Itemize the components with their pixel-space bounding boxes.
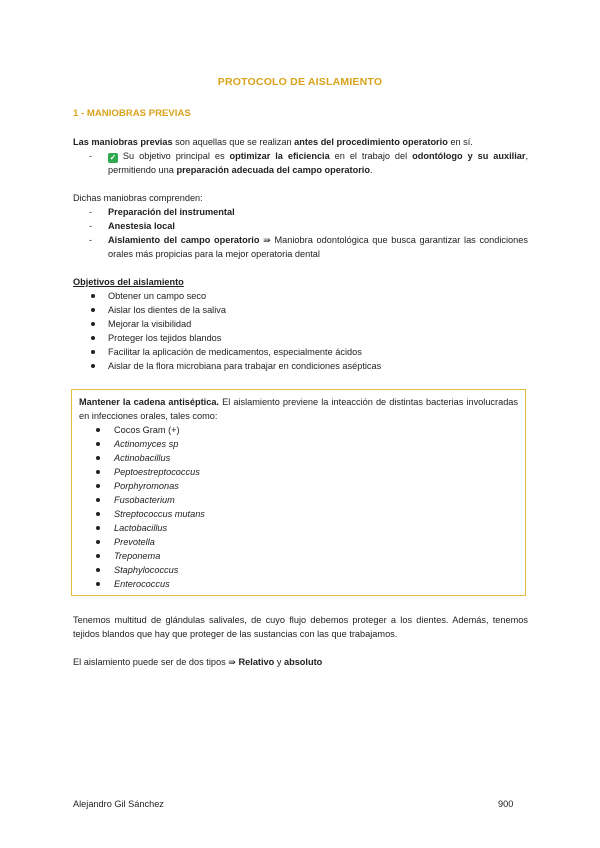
maniobras-term: Las maniobras previas xyxy=(73,137,173,147)
dash-marker: - xyxy=(89,235,93,245)
bacteria-item xyxy=(79,437,518,451)
intro-text-2: en sí. xyxy=(447,137,473,147)
bullet-icon xyxy=(96,582,100,586)
bullet-icon xyxy=(91,336,95,340)
bullet-icon xyxy=(91,308,95,312)
objective-bullet-item xyxy=(73,303,528,317)
maneuver-item xyxy=(73,205,528,219)
bacteria-name: Fusobacterium xyxy=(114,495,175,505)
bullet-icon xyxy=(96,512,100,516)
section-heading-maniobras: 1 - MANIOBRAS PREVIAS xyxy=(73,108,191,119)
bacteria-item xyxy=(79,493,518,507)
bullet-icon xyxy=(91,350,95,354)
box-intro-text: El aislamiento previene la inteacción de distintas bacterias involucradas en infecciones orales, tales como: xyxy=(79,397,519,421)
objective-bold-3: preparación adecuada del campo operatorio xyxy=(176,165,370,175)
objectives-list xyxy=(73,289,528,373)
bacteria-item xyxy=(79,479,518,493)
types-text-2: y xyxy=(274,657,284,667)
bacteria-name: Peptoestreptococcus xyxy=(114,467,200,477)
maneuver-label: Preparación del instrumental xyxy=(108,207,235,217)
objective-bullet-text: Facilitar la aplicación de medicamentos, especialmente ácidos xyxy=(108,347,362,357)
bullet-icon xyxy=(96,442,100,446)
check-mark-icon: ✓ xyxy=(109,153,117,162)
objective-bullet-text: Aislar de la flora microbiana para trabajar en condiciones asépticas xyxy=(108,361,382,371)
bullet-icon xyxy=(91,322,95,326)
bacteria-item xyxy=(79,577,518,591)
objective-bullet-text: Aislar los dientes de la saliva xyxy=(108,305,226,315)
bullet-icon xyxy=(96,484,100,488)
bacteria-name: Streptococcus mutans xyxy=(114,509,205,519)
objective-text-2: en el trabajo del xyxy=(329,151,413,161)
maneuver-detail: Maniobra odontológica que busca garantizar las condiciones orales más propicias para la mejor operatoria dental xyxy=(108,235,528,259)
objective-bold-2: odontólogo y su auxiliar xyxy=(412,151,526,161)
bacteria-item xyxy=(79,549,518,563)
objective-bold-1: optimizar la eficiencia xyxy=(229,151,330,161)
bacteria-list xyxy=(79,423,518,591)
comprise-intro: Dichas maniobras comprenden: xyxy=(73,193,203,203)
maneuver-item xyxy=(73,219,528,233)
objective-list xyxy=(73,149,528,177)
document-title: PROTOCOLO DE AISLAMIENTO xyxy=(217,76,383,88)
intro-bold-1: antes del procedimiento operatorio xyxy=(294,137,448,147)
dash-marker: - xyxy=(89,207,93,217)
bacteria-item xyxy=(79,521,518,535)
maniobras-intro-paragraph xyxy=(73,135,528,149)
maneuver-label: Anestesia local xyxy=(108,221,175,231)
bullet-icon xyxy=(96,470,100,474)
arrow-icon: ⇛ xyxy=(259,235,275,245)
isolation-types-paragraph xyxy=(73,655,528,669)
objective-bullet-item xyxy=(73,317,528,331)
objective-bullet-text: Obtener un campo seco xyxy=(108,291,207,301)
intro-text-1: son aquellas que se realizan xyxy=(172,137,295,147)
bacteria-name: Treponema xyxy=(114,551,161,561)
types-absoluto: absoluto xyxy=(283,657,323,667)
bacteria-name: Actinomyces sp xyxy=(114,439,179,449)
objective-bullet-text: Mejorar la visibilidad xyxy=(108,319,192,329)
bacteria-item xyxy=(79,451,518,465)
objective-bullet-item xyxy=(73,331,528,345)
bullet-icon xyxy=(91,294,95,298)
bullet-icon xyxy=(91,364,95,368)
bacteria-item xyxy=(79,423,518,437)
box-intro xyxy=(79,395,518,423)
bacteria-name: Actinobacillus xyxy=(114,453,171,463)
bullet-icon xyxy=(96,568,100,572)
arrow-icon: ⇛ xyxy=(228,657,236,667)
bullet-icon xyxy=(96,428,100,432)
bullet-icon xyxy=(96,540,100,544)
bacteria-item xyxy=(79,563,518,577)
objective-bullet-item xyxy=(73,345,528,359)
objective-text-4: . xyxy=(369,165,373,175)
types-text-1: El aislamiento puede ser de dos tipos xyxy=(73,657,229,667)
bacteria-item xyxy=(79,535,518,549)
maneuver-item xyxy=(73,233,528,261)
objective-text-1: Su objetivo principal es xyxy=(118,151,230,161)
bacteria-name: Prevotella xyxy=(114,537,155,547)
objective-bullet-item xyxy=(73,359,528,373)
bacteria-name: Cocos Gram (+) xyxy=(114,425,180,435)
bacteria-name: Staphylococcus xyxy=(114,565,179,575)
objective-bullet-item xyxy=(73,289,528,303)
bullet-icon xyxy=(96,498,100,502)
objective-text-3: , permitiendo una xyxy=(108,151,528,175)
bullet-icon xyxy=(96,456,100,460)
box-bold-intro: Mantener la cadena antiséptica. xyxy=(79,397,219,407)
dash-marker: - xyxy=(89,221,93,231)
salivary-paragraph: Tenemos multitud de glándulas salivales, de cuyo flujo debemos proteger a los dientes. Además, tenemos tejidos blandos que hay que proteger de las sustancias con las que trabajamos. xyxy=(73,615,528,639)
bacteria-name: Lactobacillus xyxy=(114,523,168,533)
bacteria-item xyxy=(79,507,518,521)
bacteria-item xyxy=(79,465,518,479)
maneuvers-list xyxy=(73,205,528,261)
bullet-icon xyxy=(96,554,100,558)
bacteria-name: Enterococcus xyxy=(114,579,170,589)
types-relativo: Relativo xyxy=(235,657,275,667)
footer-author: Alejandro Gil Sánchez xyxy=(73,799,164,809)
bacteria-name: Porphyromonas xyxy=(114,481,179,491)
bullet-icon xyxy=(96,526,100,530)
objective-bullet-text: Proteger los tejidos blandos xyxy=(108,333,222,343)
objective-item xyxy=(73,149,528,177)
dash-marker: - xyxy=(89,151,93,161)
objectives-heading: Objetivos del aislamiento xyxy=(73,277,184,287)
page-number: 900 xyxy=(498,799,514,809)
maneuver-label: Aislamiento del campo operatorio xyxy=(108,235,260,245)
antiseptic-chain-box xyxy=(71,389,526,596)
